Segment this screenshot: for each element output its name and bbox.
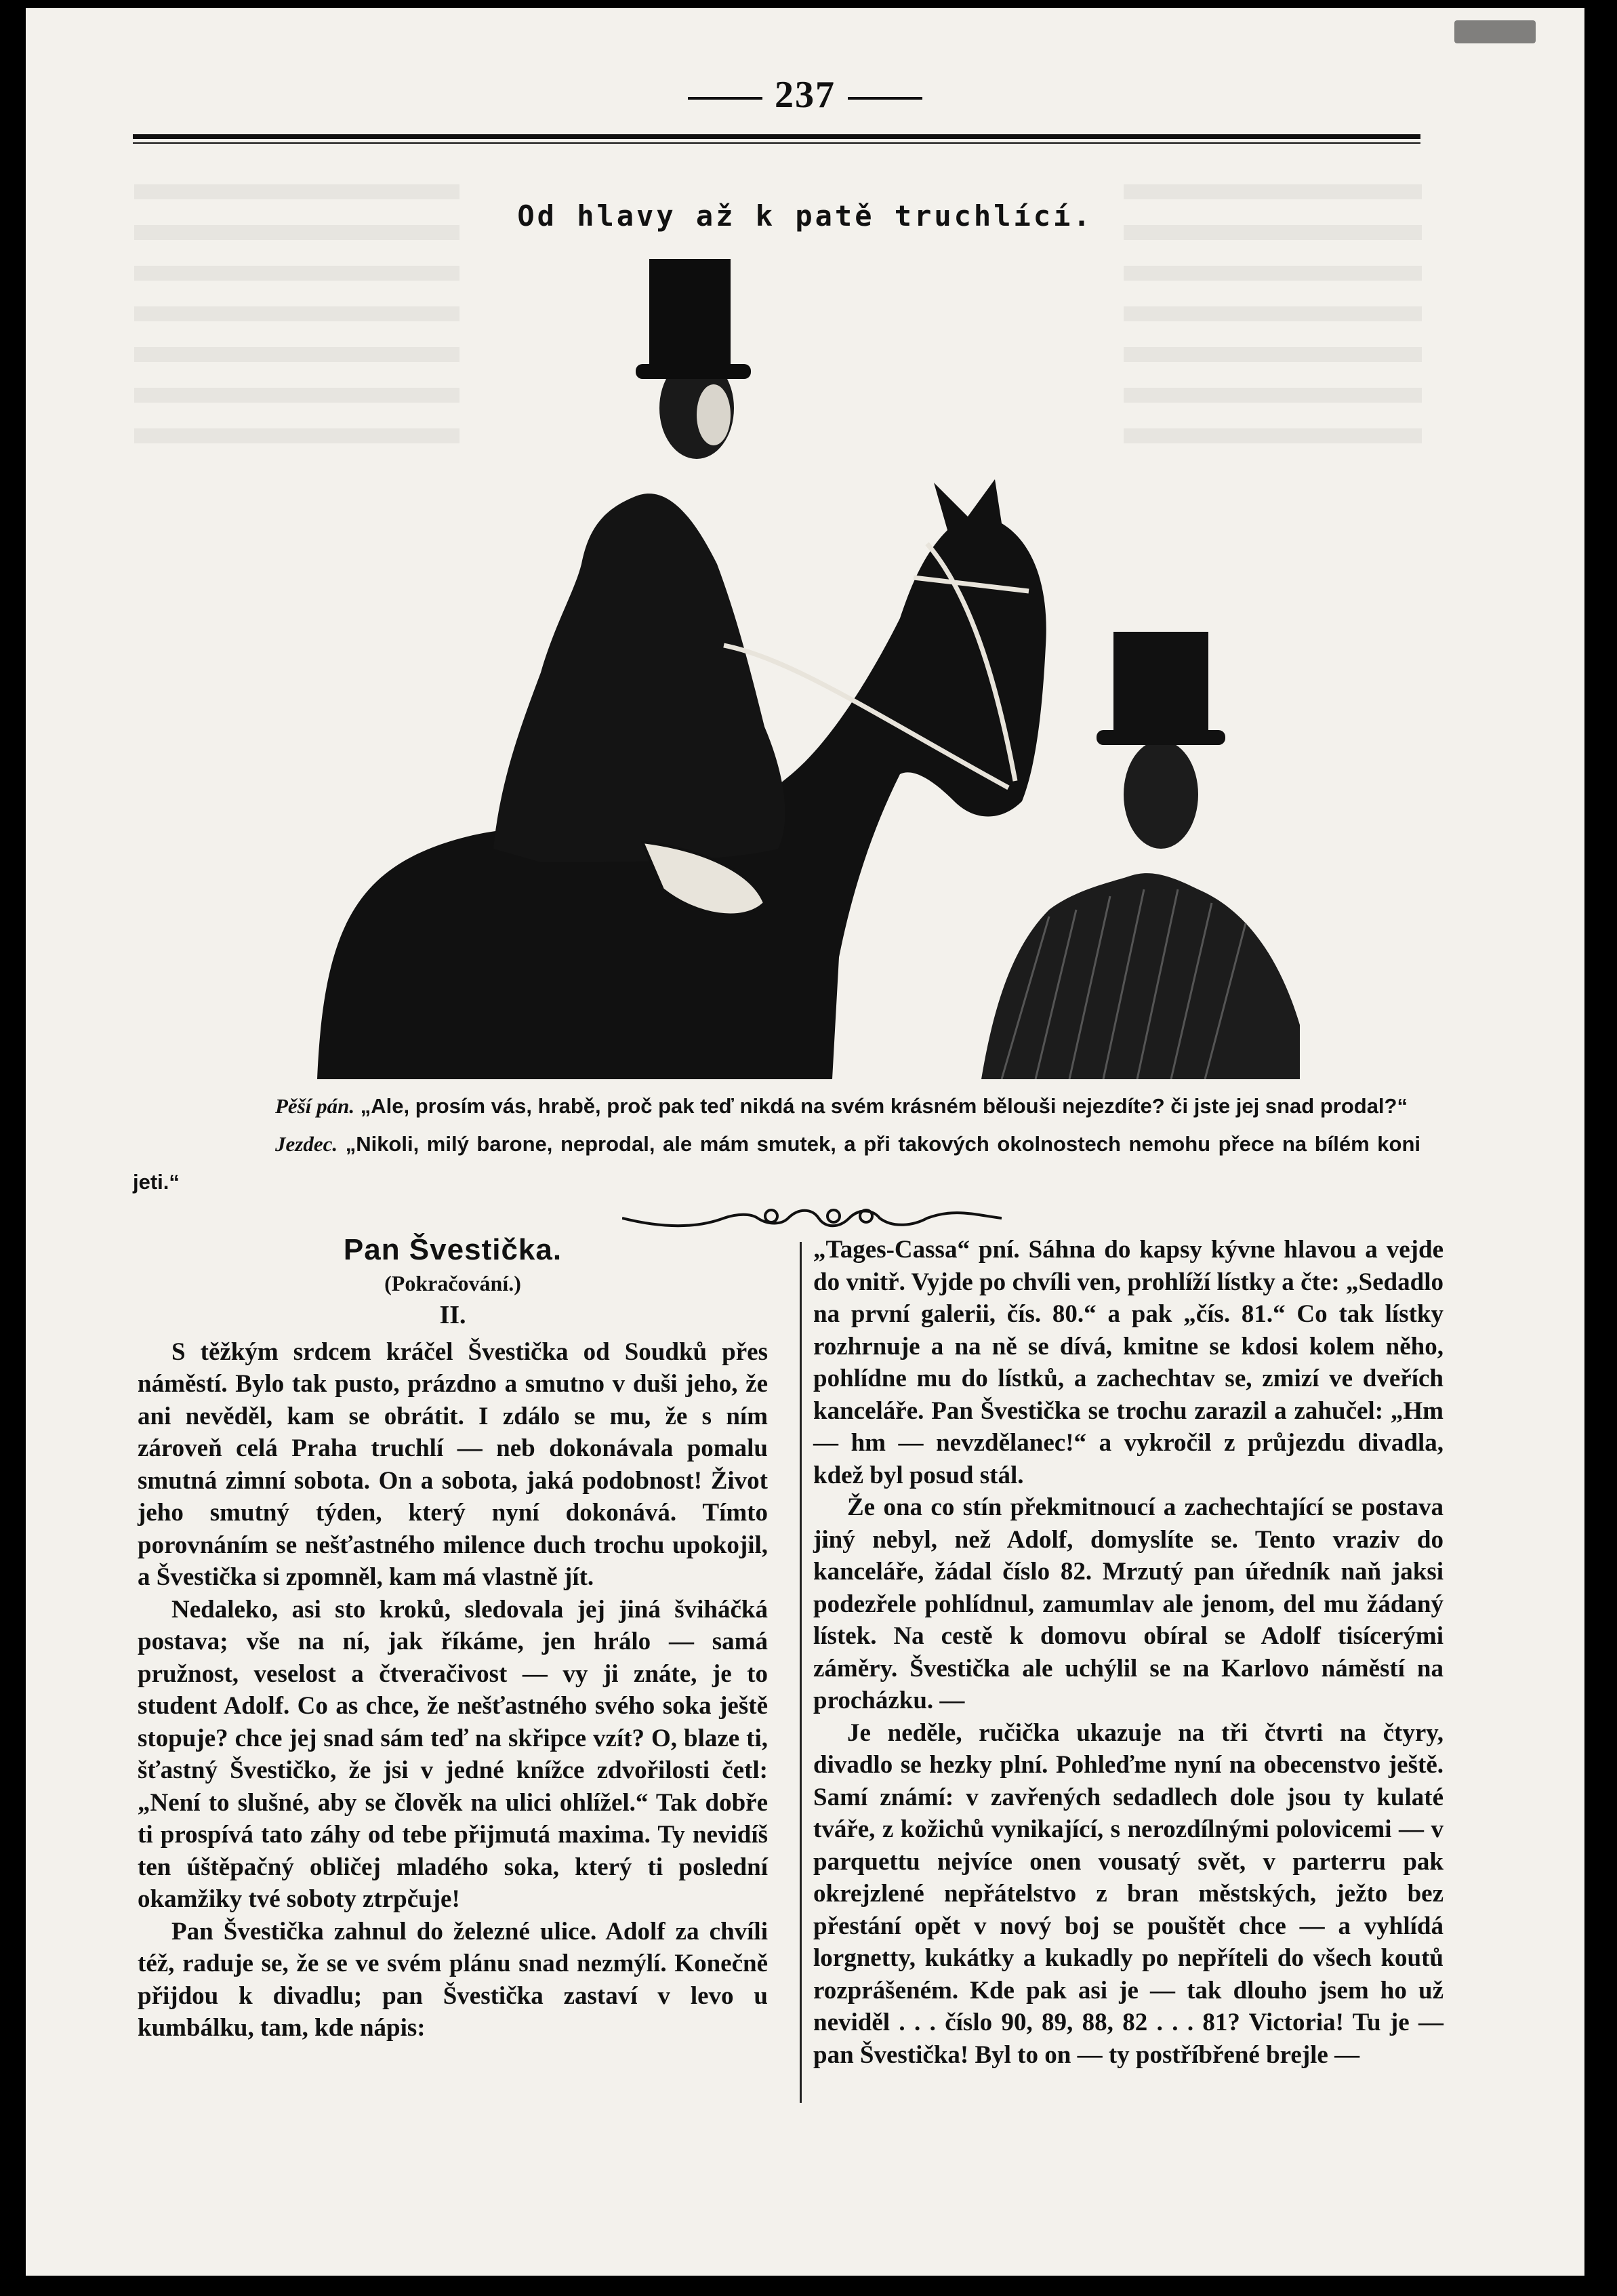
rider-face [697,384,731,445]
gentleman-top-hat [1113,632,1208,740]
engraving-rider-and-gentleman [317,239,1300,1079]
page-header [26,73,1584,117]
column-divider [800,1242,802,2103]
gentleman-hat-brim [1097,730,1225,745]
rider-hat-brim [636,364,751,379]
paragraph: Že ona co stín překmitnoucí a zachechtající se postava jiný nebyl, než Adolf, domyslíte se. Tento vraziv do kanceláře, žádal číslo 82. Mrzutý pan úředník naň jaksi podezřele pohlídnul, zamumlav ale jenom, del mu žádaný lístek. Na cestě k domovu obíral se Adolf tisícerými záměry. Švestička ale uchýlil se na Karlovo náměstí na procházku. — [813,1493,1444,1714]
archive-stamp [1454,20,1536,43]
paragraph: Pan Švestička zahnul do železné ulice. Adolf za chvíli též, raduje se, že se ve svém plánu snad nezmýlí. Konečně přijdou k divadlu; pan Švestička zastaví v levo u kumbálku, tam, kde nápis: [138,1917,768,2042]
caption-text-2: „Nikoli, milý barone, neprodal, ale mám smutek, a při takových okolnostech nemohu přece na bílém koni jeti.“ [133,1132,1421,1194]
paragraph: „Tages-Cassa“ pní. Sáhna do kapsy kývne hlavou a vejde do vnitř. Vyjde po chvíli ven, prohlíží lístky a čte: „Sedadlo na první galerii, čís. 80.“ a pak „čís. 81.“ Co tak lístky rozhrnuje a na ně se dívá, kmitne se kdosi kolem něho, pohlídne mu do lístků, a zachechtav se, zmizí ve dveřích kanceláře. Pan Švestička se trochu zarazil a zahučel: „Hm — hm — nevzdělanec!“ a vykročil z průjezdu divadla, kdež byl posud stál. [813,1236,1444,1489]
caption-speaker-2: Jezdec. [275,1132,338,1156]
caption-speaker-1: Pěší pán. [275,1094,355,1118]
article-right-column [813,1234,1444,2071]
caption-text-1: „Ale, prosím vás, hrabě, proč pak teď nikdá na svém krásném bělouši nejezdíte? či jste jej snad prodal?“ [360,1094,1408,1118]
newspaper-page [26,8,1584,2276]
rider-top-hat [649,259,731,374]
paragraph: S těžkým srdcem kráčel Švestička od Soudků přes náměstí. Bylo tak pusto, prázdno a smutno v duši jeho, že ani nevěděl, kam se obrátit. I zdálo se mu, že s ním zároveň celá Praha truchlí — neb dokonávala pomalu smutná zimní sobota. On a sobota, jaká podobnost! Život jeho smutný týden, který nyní dokonává. Tímto porovnáním se nešťastného milence duch trochu upokojil, a Švestička si zpomněl, kam má vlastně jít. [138,1337,768,1591]
ornament-divider [622,1194,1002,1235]
caption-line-2 [133,1125,1420,1201]
article-subtitle: (Pokračování.) [384,1270,521,1295]
article-left-column [138,1234,768,2045]
gentleman-head [1124,740,1198,849]
illustration-title: Od hlavy až k patě truchlící. [517,199,1093,233]
rider-silhouette [493,494,785,862]
article-chapter: II. [439,1301,466,1329]
paragraph: Nedaleko, asi sto kroků, sledovala jej jiná šviháčká postava; vše na ní, jak říkáme, jen hrálo — samá pružnost, veselost a čtveračivost — vy ji znáte, je to student Adolf. Co as chce, že nešťastného svého soka ještě stopuje? chce jej snad sám teď na skřipce vzít? O, blaze ti, šťastný Švestičko, že jsi v jedné knížce zdvořilosti četl: „Není to slušné, aby se člověk na ulici ohlížel.“ Tak dobře ti prospívá tato záhy od tebe přijmutá maxima. Ty nevidíš ten úštěpačný obličej mladého soka, který ti poslední okamžiky tvé soboty ztrpčuje! [138,1595,768,1913]
page-number: 237 [775,74,836,116]
caption-line-1 [133,1087,1420,1125]
header-dash-left [688,97,762,100]
article-title: Pan Švestička. [343,1233,562,1266]
header-dash-right [848,97,922,100]
paragraph: Je neděle, ručička ukazuje na tři čtvrti na čtyry, divadlo se hezky plní. Pohleďme nyní na obecenstvo ještě. Samí známí: v zavřených sedadlech dole jsou ty kulaté tváře, z kožichů vynikající, s nerozdílnými polovicemi — v parquettu nejvíce onen vousatý svět, v parterru pak okrejzlené nepřátelstvo z bran městských, ježto bez přestání opět v nový boj se pouštět chce — a vyhlídá lorgnetty, kukátky a kukadly po nepříteli do všech koutů rozprášeném. Kde pak asi je — tak dlouho jsem ho už neviděl . . . číslo 90, 89, 88, 82 . . . 81? Victoria! Tu je — pan Švestička! Byl to on — ty postříbřené brejle — [813,1718,1444,2069]
header-rule-thin [133,142,1420,144]
header-rule-thick [133,134,1420,139]
illustration-caption [133,1087,1420,1201]
